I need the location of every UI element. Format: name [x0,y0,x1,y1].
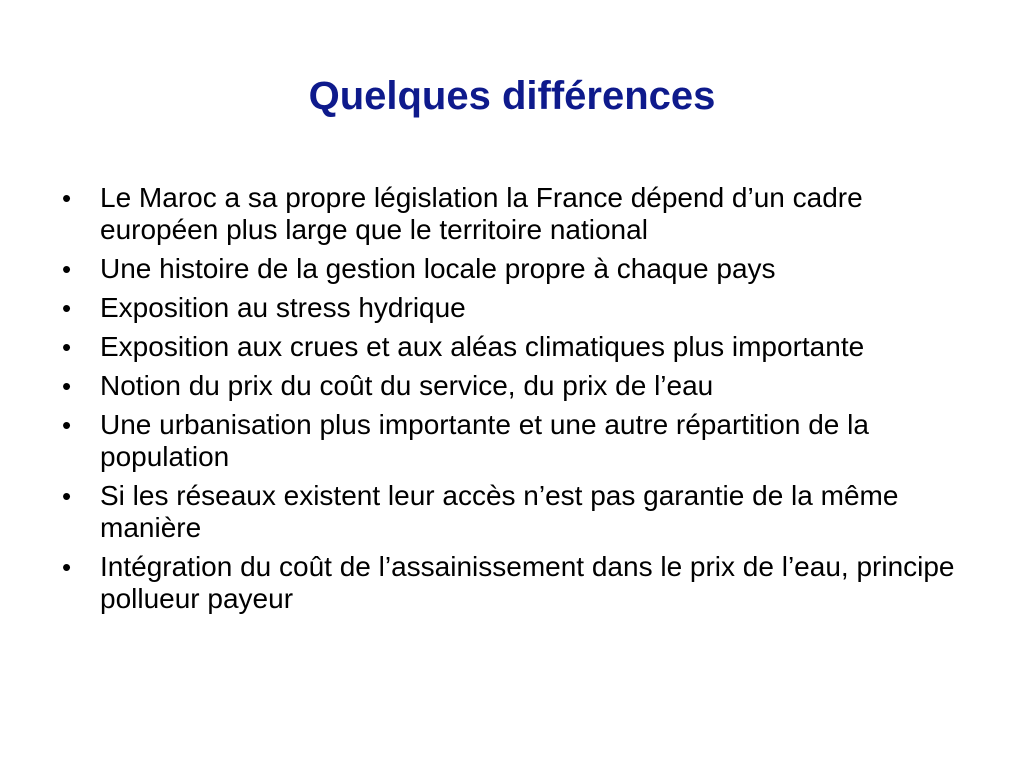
bullet-text: Exposition aux crues et aux aléas climatiques plus importante [100,331,865,362]
bullet-text: Une histoire de la gestion locale propre à chaque pays [100,253,776,284]
bullet-icon: • [62,332,72,362]
bullet-item [60,292,970,324]
bullet-item [60,409,970,473]
bullet-text: Une urbanisation plus importante et une autre répartition de la population [100,409,869,472]
bullet-item [60,253,970,285]
bullet-text: Notion du prix du coût du service, du prix de l’eau [100,370,714,401]
bullet-icon: • [62,371,72,401]
slide-title: Quelques différences [308,74,716,118]
bullet-icon: • [62,410,72,440]
bullet-item [60,480,970,544]
bullet-item [60,370,970,402]
bullet-text: Si les réseaux existent leur accès n’est pas garantie de la même manière [100,480,899,543]
bullet-icon: • [62,481,72,511]
bullet-text: Intégration du coût de l’assainissement dans le prix de l’eau, principe pollueur payeur [100,551,955,614]
bullet-text: Exposition au stress hydrique [100,292,466,323]
bullet-item [60,331,970,363]
bullet-icon: • [62,183,72,213]
bullet-icon: • [62,254,72,284]
bullet-item [60,551,970,615]
bullet-text: Le Maroc a sa propre législation la France dépend d’un cadre européen plus large que le territoire national [100,182,863,245]
bullet-item [60,182,970,246]
bullet-list [60,182,970,622]
bullet-icon: • [62,552,72,582]
bullet-icon: • [62,293,72,323]
